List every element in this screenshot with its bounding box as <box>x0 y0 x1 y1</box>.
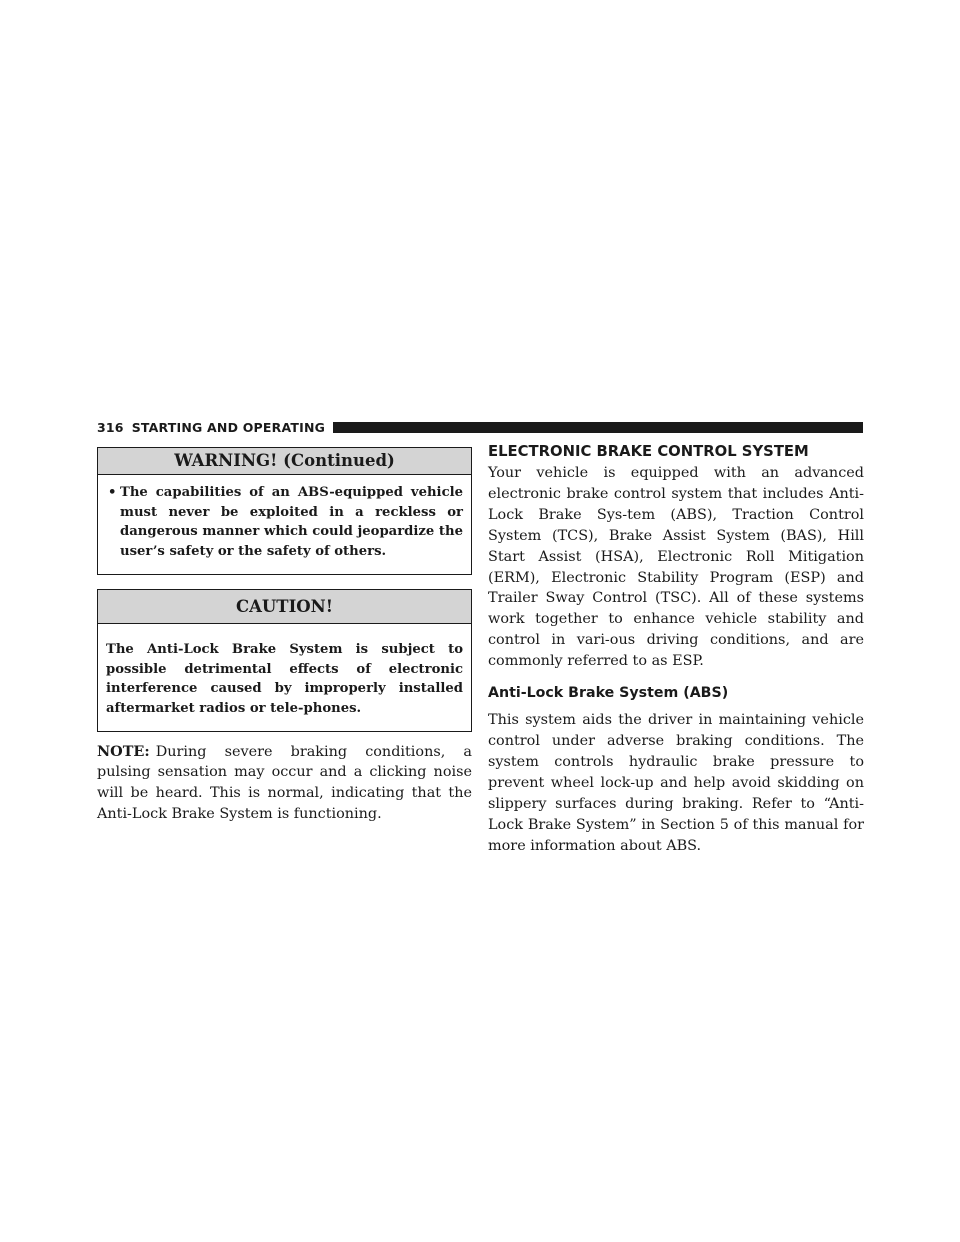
header-rule <box>333 422 863 433</box>
right-column <box>488 443 864 856</box>
abs-heading: Anti-Lock Brake System (ABS) <box>488 685 729 702</box>
note-text: During severe braking conditions, a pulsing sensation may occur and a clicking noise will be heard. This is normal, indicating that the Anti-Lock Brake System is functioning. <box>97 743 472 823</box>
left-column <box>97 447 472 825</box>
warning-bullet-item <box>106 483 463 562</box>
caution-title: CAUTION! <box>98 590 471 624</box>
warning-body <box>98 475 471 574</box>
abs-paragraph: This system aids the driver in maintaining vehicle control under adverse braking conditions. The system controls hydraulic brake pressure to prevent wheel lock-up and help avoid skidding on slippery surfaces during braking. Refer to “Anti-Lock Brake System” in Section 5 of this manual for more information about ABS. <box>488 712 864 854</box>
warning-title: WARNING! (Continued) <box>98 448 471 475</box>
note-paragraph <box>97 742 472 825</box>
caution-body: The Anti-Lock Brake System is subject to possible detrimental effects of electronic interference caused by improperly installed aftermarket radios or tele-phones. <box>106 641 463 716</box>
warning-box <box>97 447 472 575</box>
ebc-heading: ELECTRONIC BRAKE CONTROL SYSTEM <box>488 443 809 460</box>
ebc-paragraph: Your vehicle is equipped with an advanced electronic brake control system that includes Anti-Lock Brake Sys-tem (ABS), Traction Control System (TCS), Brake Assist System (BAS), Hill Start Assist (HSA), Electronic Roll Mitigation (ERM), Electronic Stability Program (ESP) and Trailer Sway Control (TSC). All of these systems work together to enhance vehicle stability and control in vari-ous driving conditions, and are commonly referred to as ESP. <box>488 465 864 670</box>
warning-bullet-text: The capabilities of an ABS-equipped vehicle must never be exploited in a reckless or dangerous manner which could jeopardize the user’s safety or the safety of others. <box>120 485 463 560</box>
page-number: 316 <box>97 419 124 435</box>
caution-box <box>97 589 472 732</box>
page-header <box>97 420 863 434</box>
section-title: STARTING AND OPERATING <box>131 419 326 435</box>
note-label: NOTE: <box>97 742 150 760</box>
bullet-icon: • <box>108 485 117 500</box>
